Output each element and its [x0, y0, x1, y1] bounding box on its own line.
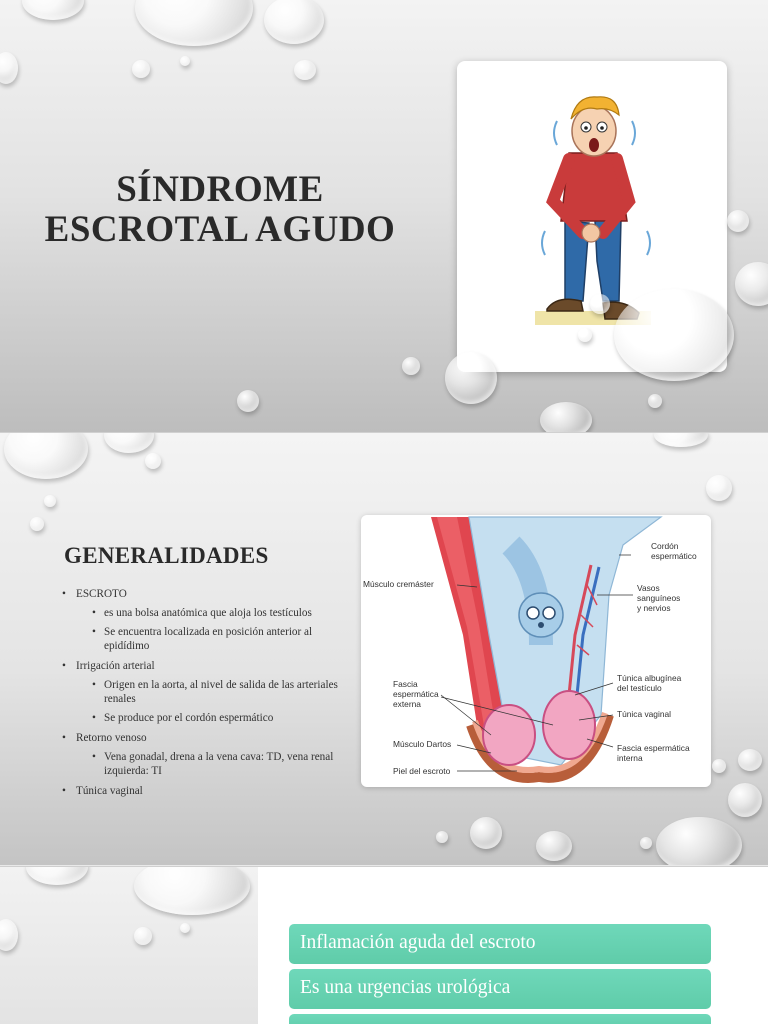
sub-list-item: • Se produce por el cordón espermático	[76, 711, 347, 725]
title-slide	[0, 0, 768, 432]
title-line-1: SÍNDROME	[116, 169, 324, 210]
label-cremaster: Músculo cremáster	[363, 579, 434, 589]
list-item: • Irrigación arterial • Origen en la aorta, al nivel de salida de las arteriales renales • Se produce por el cordón espermático	[62, 659, 347, 725]
list-item: • Retorno venoso • Vena gonadal, drena a la vena cava: TD, vena renal izquierda: TI	[62, 731, 347, 778]
sub-list-item: • es una bolsa anatómica que aloja los testículos	[76, 606, 347, 620]
label-cordon-1: Cordón	[651, 541, 679, 551]
label-tunica-vaginal: Túnica vaginal	[617, 709, 672, 719]
scrotum-anatomy-diagram	[361, 515, 711, 787]
label-albuginea-2: del testículo	[617, 683, 662, 693]
title-line-2: ESCROTAL AGUDO	[44, 209, 396, 250]
decorative-panel	[0, 867, 258, 1024]
label-vasos-3: y nervios	[637, 603, 671, 613]
label-fascia-ext-1: Fascia	[393, 679, 418, 689]
list-item: • ESCROTO • es una bolsa anatómica que aloja los testículos • Se encuentra localizada en posición anterior al epidídimo	[62, 587, 347, 653]
label-fascia-int-1: Fascia espermática	[617, 743, 690, 753]
definition-item-cut	[289, 1014, 711, 1024]
definition-slide	[0, 866, 768, 1024]
label-fascia-int-2: interna	[617, 753, 643, 763]
bullet-list	[62, 587, 347, 804]
sub-list-item: • Origen en la aorta, al nivel de salida de las arteriales renales	[76, 678, 347, 706]
label-fascia-ext-3: externa	[393, 699, 421, 709]
cartoon-illustration	[457, 61, 727, 372]
label-piel: Piel del escroto	[393, 766, 451, 776]
label-vasos-1: Vasos	[637, 583, 660, 593]
label-vasos-2: sanguíneos	[637, 593, 681, 603]
label-fascia-ext-2: espermática	[393, 689, 439, 699]
sub-list-item: • Vena gonadal, drena a la vena cava: TD, vena renal izquierda: TI	[76, 750, 347, 778]
label-cordon-2: espermático	[651, 551, 697, 561]
definition-item: Es una urgencias urológica	[289, 969, 711, 1009]
sub-list-item: • Se encuentra localizada en posición anterior al epidídimo	[76, 625, 347, 653]
slide-title	[40, 170, 400, 250]
definition-item: Inflamación aguda del escroto	[289, 924, 711, 964]
generalidades-slide	[0, 432, 768, 865]
label-albuginea-1: Túnica albugínea	[617, 673, 682, 683]
section-heading: GENERALIDADES	[64, 543, 269, 568]
list-item: • Túnica vaginal	[62, 784, 347, 798]
label-dartos: Músculo Dartos	[393, 739, 452, 749]
